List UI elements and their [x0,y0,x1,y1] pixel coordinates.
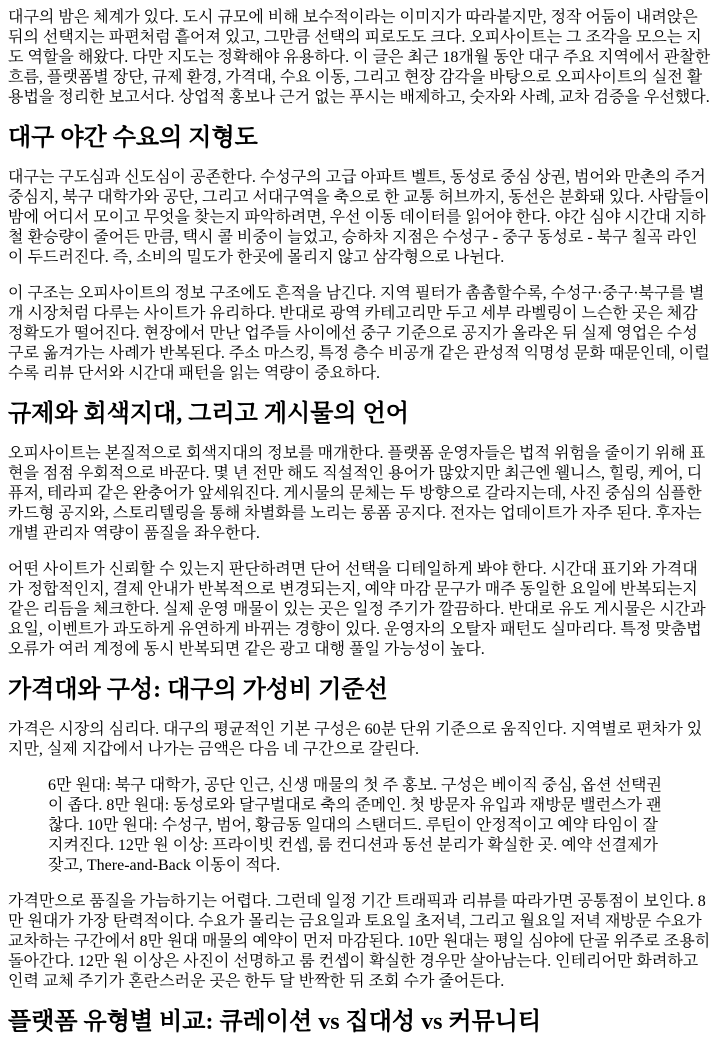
body-paragraph: 가격만으로 품질을 가늠하기는 어렵다. 그런데 일정 기간 트래픽과 리뷰를 따라가면 공통점이 보인다. 8만 원대가 가장 탄력적이다. 수요가 몰리는 금요일과 토요일 초저녁, 그리고 월요일 저녁 재방문 수요가 교차하는 구간에서 8만 원대 매물의 예약이 먼저 마감된다. 10만 원대는 평일 심야에 단골 위주로 조용히 돌아간다. 12만 원 이상은 사진이 선명하고 룸 컨셉이 확실한 경우만 살아남는다. 인테리어만 화려하고 인력 교체 주기가 혼란스러운 곳은 한두 달 반짝한 뒤 조회 수가 줄어든다. [8,893,711,990]
section-heading-demand-topography: 대구 야간 수요의 지형도 [8,125,258,151]
section-heading-price-composition: 가격대와 구성: 대구의 가성비 기준선 [8,677,388,703]
section-heading-regulation-language: 규제와 회색지대, 그리고 게시물의 언어 [8,401,409,427]
intro-paragraph: 대구의 밤은 체계가 있다. 도시 규모에 비해 보수적이라는 이미지가 따라붙지만, 정작 어둠이 내려앉은 뒤의 선택지는 파편처럼 흩어져 있고, 그만큼 선택의 피로도도 크다. 오피사이트는 그 조각을 모으는 지도 역할을 해왔다. 다만 지도는 정확해야 유용하다. 이 글은 최근 18개월 동안 대구 주요 지역에서 관찰한 흐름, 플랫폼별 장단, 규제 환경, 가격대, 수요 이동, 그리고 현장 감각을 바탕으로 오피사이트의 실전 활용법을 정리한 보고서다. 상업적 홍보나 근거 없는 푸시는 배제하고, 숫자와 사례, 교차 검증을 우선했다. [8,9,711,106]
body-paragraph: 이 구조는 오피사이트의 정보 구조에도 흔적을 남긴다. 지역 필터가 촘촘할수록, 수성구·중구·북구를 별개 시장처럼 다루는 사이트가 유리하다. 반대로 광역 카테고리만 두고 세부 라벨링이 느슨한 곳은 체감 정확도가 떨어진다. 현장에서 만난 업주들 사이에선 중구 기준으로 공지가 올라온 뒤 실제 영업은 수성구로 옮겨가는 사례가 반복된다. 주소 마스킹, 특정 층수 비공개 같은 관성적 익명성 문화 때문인데, 이럴수록 리뷰 단서와 시간대 패턴을 읽는 역량이 중요하다. [8,285,710,382]
body-paragraph: 대구는 구도심과 신도심이 공존한다. 수성구의 고급 아파트 벨트, 동성로 중심 상권, 범어와 만촌의 주거 중심지, 북구 대학가와 공단, 그리고 서대구역을 축으로 한 교통 허브까지, 동선은 분화돼 있다. 사람들이 밤에 어디서 모이고 무엇을 찾는지 파악하려면, 우선 이동 데이터를 읽어야 한다. 야간 심야 시간대 지하철 환승량이 줄어든 만큼, 택시 콜 비중이 늘었고, 승하차 지점은 수성구 - 중구 동성로 - 북구 칠곡 라인이 두드러진다. 즉, 소비의 밀도가 한곳에 몰리지 않고 삼각형으로 나뉜다. [8,169,710,266]
body-paragraph: 어떤 사이트가 신뢰할 수 있는지 판단하려면 단어 선택을 디테일하게 봐야 한다. 시간대 표기와 가격대가 정합적인지, 결제 안내가 반복적으로 변경되는지, 예약 마감 문구가 매주 동일한 요일에 반복되는지 같은 리듬을 체크한다. 실제 운영 매물이 있는 곳은 일정 주기가 깔끔하다. 반대로 유도 게시물은 시간과 요일, 이벤트가 과도하게 유연하게 바뀌는 경향이 있다. 운영자의 오탈자 패턴도 실마리다. 특정 맞춤법 오류가 여러 계정에 동시 반복되면 같은 광고 대행 풀일 가능성이 높다. [8,561,706,658]
section-heading-platform-comparison: 플랫폼 유형별 비교: 큐레이션 vs 집대성 vs 커뮤니티 [8,1009,542,1035]
body-paragraph: 오피사이트는 본질적으로 회색지대의 정보를 매개한다. 플랫폼 운영자들은 법적 위험을 줄이기 위해 표현을 점점 우회적으로 바꾼다. 몇 년 전만 해도 직설적인 용어가 많았지만 최근엔 웰니스, 힐링, 케어, 디퓨저, 테라피 같은 완충어가 앞세워진다. 게시물의 문체는 두 방향으로 갈라지는데, 사진 중심의 심플한 카드형 공지와, 스토리텔링을 통해 차별화를 노리는 롱폼 공지다. 전자는 업데이트가 자주 된다. 후자는 개별 관리자 역량이 품질을 좌우한다. [8,445,706,542]
body-paragraph: 가격은 시장의 심리다. 대구의 평균적인 기본 구성은 60분 단위 기준으로 움직인다. 지역별로 편차가 있지만, 실제 지갑에서 나가는 금액은 다음 네 구간으로 갈린다. [8,721,703,758]
price-tier-blockquote: 6만 원대: 북구 대학가, 공단 인근, 신생 매물의 첫 주 홍보. 구성은 베이직 중심, 옵션 선택권이 좁다. 8만 원대: 동성로와 달구벌대로 축의 준메인. 첫 방문자 유입과 재방문 밸런스가 괜찮다. 10만 원대: 수성구, 범어, 황금동 일대의 스탠더드. 루틴이 안정적이고 예약 타임이 잘 지켜진다. 12만 원 이상: 프라이빗 컨셉, 룸 컨디션과 동선 분리가 확실한 곳. 예약 선결제가 잦고, There-and-Back 이동이 적다. [48,777,662,874]
